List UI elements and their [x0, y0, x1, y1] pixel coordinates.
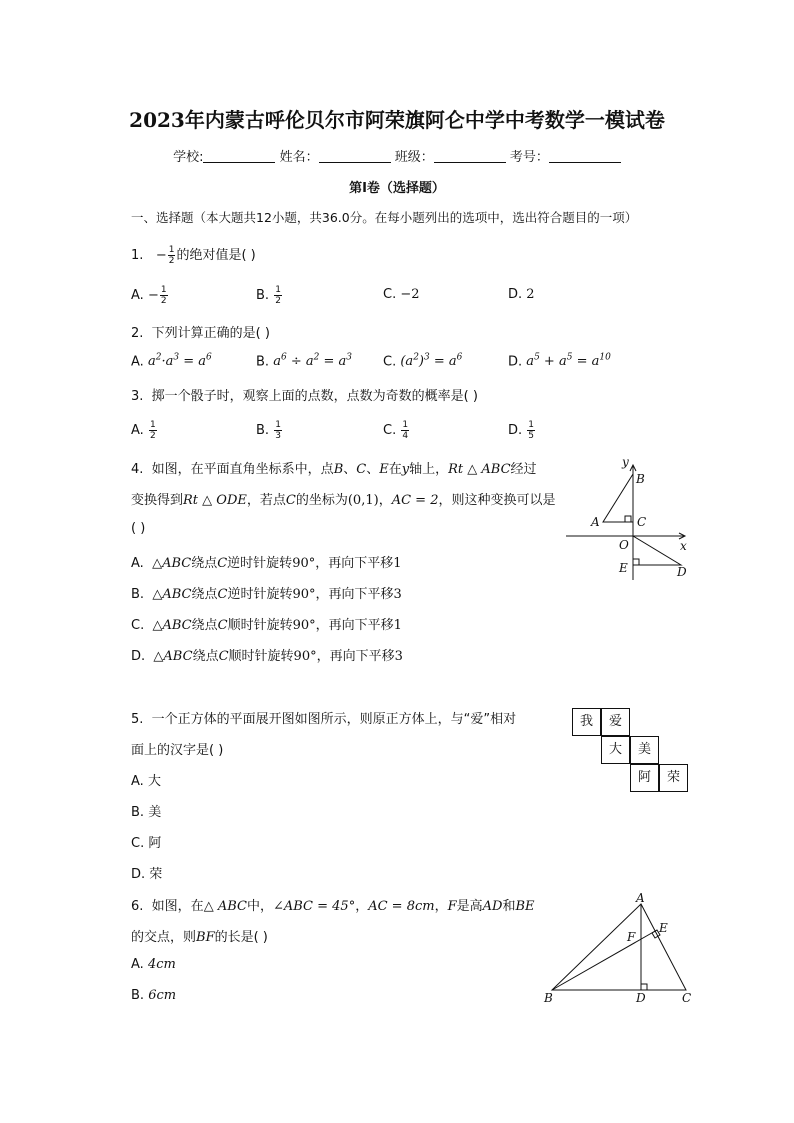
question-2-stem: 2. 下列计算正确的是( ): [131, 326, 270, 341]
label-b: B: [636, 472, 645, 486]
question-4-coordinate-figure: [560, 452, 700, 584]
question-1-option-b[interactable]: B. $\frac{1}{2}$: [256, 285, 281, 306]
label-e: E: [619, 561, 628, 575]
question-4-option-b[interactable]: B. △ABC绕点C逆时针旋转90°，再向下平移3: [131, 587, 402, 602]
question-3-stem: 3. 掷一个骰子时，观察上面的点数，点数为奇数的概率是( ): [131, 389, 478, 404]
class-blank[interactable]: [434, 148, 506, 163]
question-6-stem-line-2: 的交点，则BF的长是( ): [131, 930, 268, 945]
exam-title: 2023年内蒙古呼伦贝尔市阿荣旗阿仑中学中考数学一模试卷: [129, 108, 665, 132]
label-e: E: [659, 921, 668, 935]
label-a: A: [591, 515, 600, 529]
label-f: F: [627, 930, 636, 944]
question-2-option-d[interactable]: D. $a^5 + a^5 = a^{10}$: [508, 353, 611, 370]
label-b: B: [544, 991, 553, 1005]
triangle-abc: [603, 474, 633, 522]
question-1-option-d[interactable]: D. 2: [508, 287, 535, 302]
question-6-triangle-figure: [540, 890, 700, 1008]
net-cell-da: 大: [601, 736, 630, 764]
question-5-cube-net: [572, 708, 692, 796]
net-cell-a: 阿: [630, 764, 659, 792]
exam-number-label: 考号：: [509, 150, 549, 165]
net-cell-wo: 我: [572, 708, 601, 736]
net-cell-mei: 美: [630, 736, 659, 764]
q1-stem-fraction: $\frac{1}{2}$: [168, 245, 175, 266]
label-d: D: [677, 565, 687, 579]
label-c: C: [637, 515, 647, 529]
right-angle-mark-d: [641, 984, 647, 990]
school-label: 学校:: [173, 150, 204, 165]
question-3-option-c[interactable]: C. $\frac{1}{4}$: [383, 420, 409, 441]
question-6-option-b[interactable]: B. 6cm: [131, 988, 177, 1003]
question-1-option-c[interactable]: C. −2: [383, 287, 420, 302]
name-blank[interactable]: [319, 148, 391, 163]
class-label: 班级：: [394, 150, 434, 165]
question-1-stem: 1. − $\frac{1}{2}$ 的绝对值是( ): [131, 245, 256, 266]
triangle-abc: [552, 904, 686, 990]
question-3-option-b[interactable]: B. $\frac{1}{3}$: [256, 420, 281, 441]
question-2-option-a[interactable]: A. $a^2\cdot a^3 = a^6$: [131, 353, 212, 370]
question-1-option-a[interactable]: A. − $\frac{1}{2}$: [131, 285, 167, 306]
question-6-option-a[interactable]: A. 4cm: [131, 957, 176, 972]
question-4-option-a[interactable]: A. △ABC绕点C逆时针旋转90°，再向下平移1: [131, 556, 402, 571]
label-x: x: [680, 539, 687, 553]
name-label: 姓名：: [279, 150, 319, 165]
question-5-option-a[interactable]: A. 大: [131, 774, 161, 789]
exam-number-blank[interactable]: [549, 148, 621, 163]
label-d: D: [636, 991, 646, 1005]
net-cell-ai: 爱: [601, 708, 630, 736]
label-c: C: [682, 991, 692, 1005]
question-5-stem-line-2: 面上的汉字是( ): [131, 743, 224, 758]
question-5-option-c[interactable]: C. 阿: [131, 836, 162, 851]
question-5-option-b[interactable]: B. 美: [131, 805, 162, 820]
question-3-option-a[interactable]: A. $\frac{1}{2}$: [131, 420, 156, 441]
net-cell-rong: 荣: [659, 764, 688, 792]
question-2-option-c[interactable]: C. $(a^2)^3 = a^6$: [383, 353, 463, 370]
question-2-option-b[interactable]: B. $a^6 \div a^2 = a^3$: [256, 353, 353, 370]
volume-heading: 第I卷（选择题）: [349, 181, 445, 196]
label-y: y: [622, 455, 629, 469]
section-heading: 一、选择题（本大题共12小题，共36.0分。在每小题列出的选项中，选出符合题目的一项）: [131, 210, 638, 225]
question-4-option-d[interactable]: D. △ABC绕点C顺时针旋转90°，再向下平移3: [131, 649, 403, 664]
school-blank[interactable]: [203, 148, 275, 163]
right-angle-mark-c: [625, 516, 631, 522]
label-a: A: [636, 891, 645, 905]
question-4-option-c[interactable]: C. △ABC绕点C顺时针旋转90°，再向下平移1: [131, 618, 402, 633]
question-5-option-d[interactable]: D. 荣: [131, 867, 163, 882]
label-o: O: [619, 538, 629, 552]
question-6-stem-line-1: 6. 如图，在△ ABC中，∠ABC = 45°，AC = 8cm，F是高AD和BE: [131, 899, 535, 914]
question-5-stem-line-1: 5. 一个正方体的平面展开图如图所示，则原正方体上，与“爱”相对: [131, 712, 517, 727]
triangle-ode: [633, 536, 681, 565]
question-4-stem-line-3: ( ): [131, 521, 146, 536]
right-angle-mark-e: [633, 559, 639, 565]
question-3-option-d[interactable]: D. $\frac{1}{5}$: [508, 420, 535, 441]
question-4-stem-line-2: 变换得到Rt △ ODE，若点C的坐标为(0,1)，AC = 2，则这种变换可以是: [131, 493, 556, 508]
student-info-line: [0, 146, 794, 165]
question-4-stem-line-1: 4. 如图，在平面直角坐标系中，点B、C、E在y轴上，Rt △ ABC经过: [131, 462, 537, 477]
